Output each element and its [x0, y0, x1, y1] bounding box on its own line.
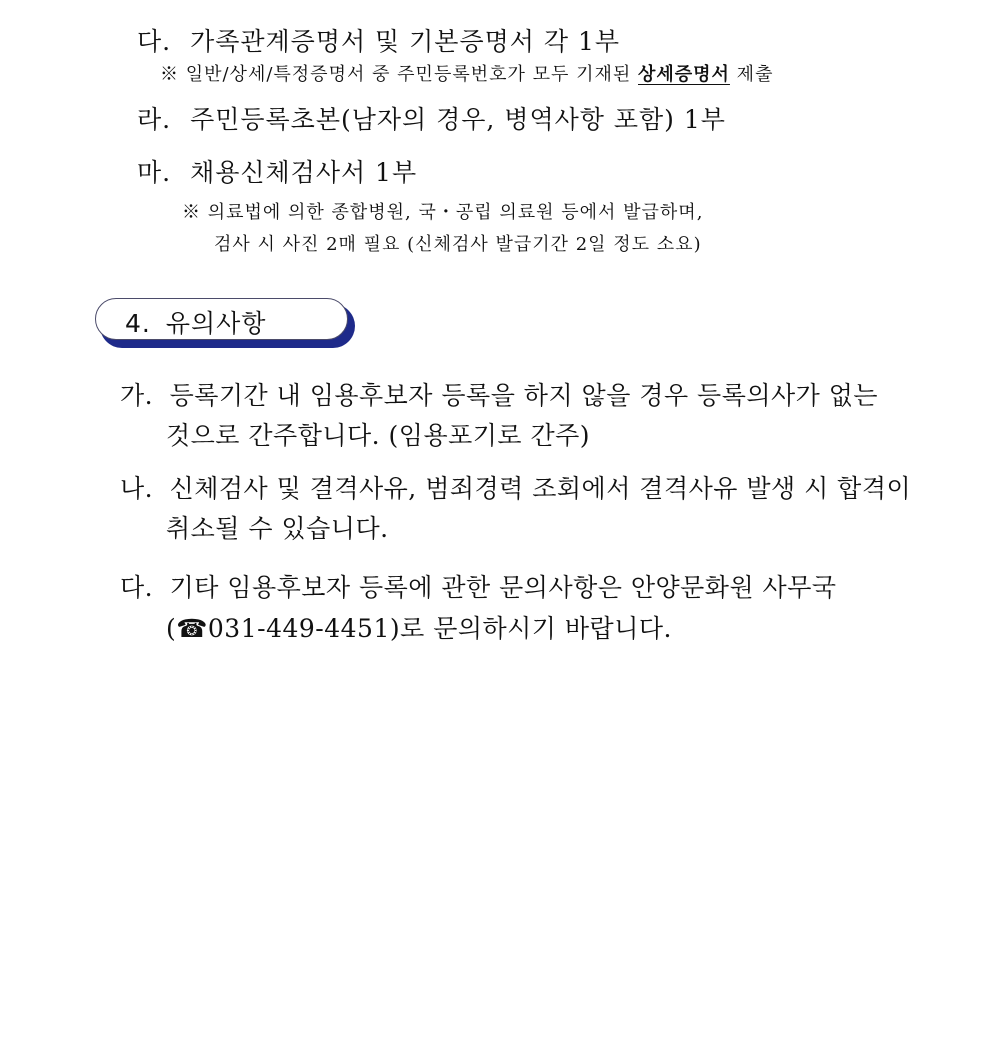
paren-open: (: [166, 614, 177, 643]
note-suffix: 제출: [729, 64, 774, 85]
note-prefix: ※ 일반/상세/특정증명서 중 주민등록번호가 모두 기재된: [160, 64, 638, 85]
section-number: 4.: [125, 309, 151, 338]
requirement-note-ma-line1: ※ 의료법에 의한 종합병원, 국・공립 의료원 등에서 발급하며,: [182, 202, 704, 223]
notice-text: )로 문의하시기 바랍니다.: [389, 614, 672, 643]
item-marker: 라.: [137, 105, 172, 134]
notice-text: 기타 임용후보자 등록에 관한 문의사항은 안양문화원 사무국: [169, 573, 837, 602]
section-title: [125, 304, 266, 340]
phone-icon: ☎: [176, 614, 208, 643]
notice-da-line1: [120, 568, 837, 604]
notice-da-line2: [166, 609, 672, 645]
requirement-item-ra: [137, 100, 726, 136]
item-marker: 마.: [137, 158, 172, 187]
item-text: 주민등록초본(남자의 경우, 병역사항 포함) 1부: [190, 105, 726, 134]
requirement-item-da: [137, 22, 620, 58]
notice-ga-line1: [120, 376, 878, 412]
notice-text: 등록기간 내 임용후보자 등록을 하지 않을 경우 등록의사가 없는: [169, 381, 879, 410]
notice-text: 신체검사 및 결격사유, 범죄경력 조회에서 결격사유 발생 시 합격이: [169, 474, 912, 503]
notice-marker: 가.: [120, 381, 154, 410]
notice-marker: 다.: [120, 573, 154, 602]
notice-ga-line2: 것으로 간주합니다. (임용포기로 간주): [166, 421, 591, 450]
item-marker: 다.: [137, 27, 172, 56]
section-header: [95, 298, 355, 348]
item-text: 가족관계증명서 및 기본증명서 각 1부: [190, 27, 621, 56]
notice-marker: 나.: [120, 474, 154, 503]
section-title-text: 유의사항: [165, 309, 267, 338]
phone-number: 031-449-4451: [207, 614, 390, 643]
requirement-note-ma-line2: 검사 시 사진 2매 필요 (신체검사 발급기간 2일 정도 소요): [214, 234, 702, 255]
requirement-note-da: [160, 60, 773, 86]
notice-na-line2: 취소될 수 있습니다.: [166, 514, 389, 543]
item-text: 채용신체검사서 1부: [190, 158, 418, 187]
requirement-item-ma: [137, 153, 417, 189]
notice-na-line1: [120, 469, 911, 505]
note-emphasis: 상세증명서: [638, 64, 730, 85]
